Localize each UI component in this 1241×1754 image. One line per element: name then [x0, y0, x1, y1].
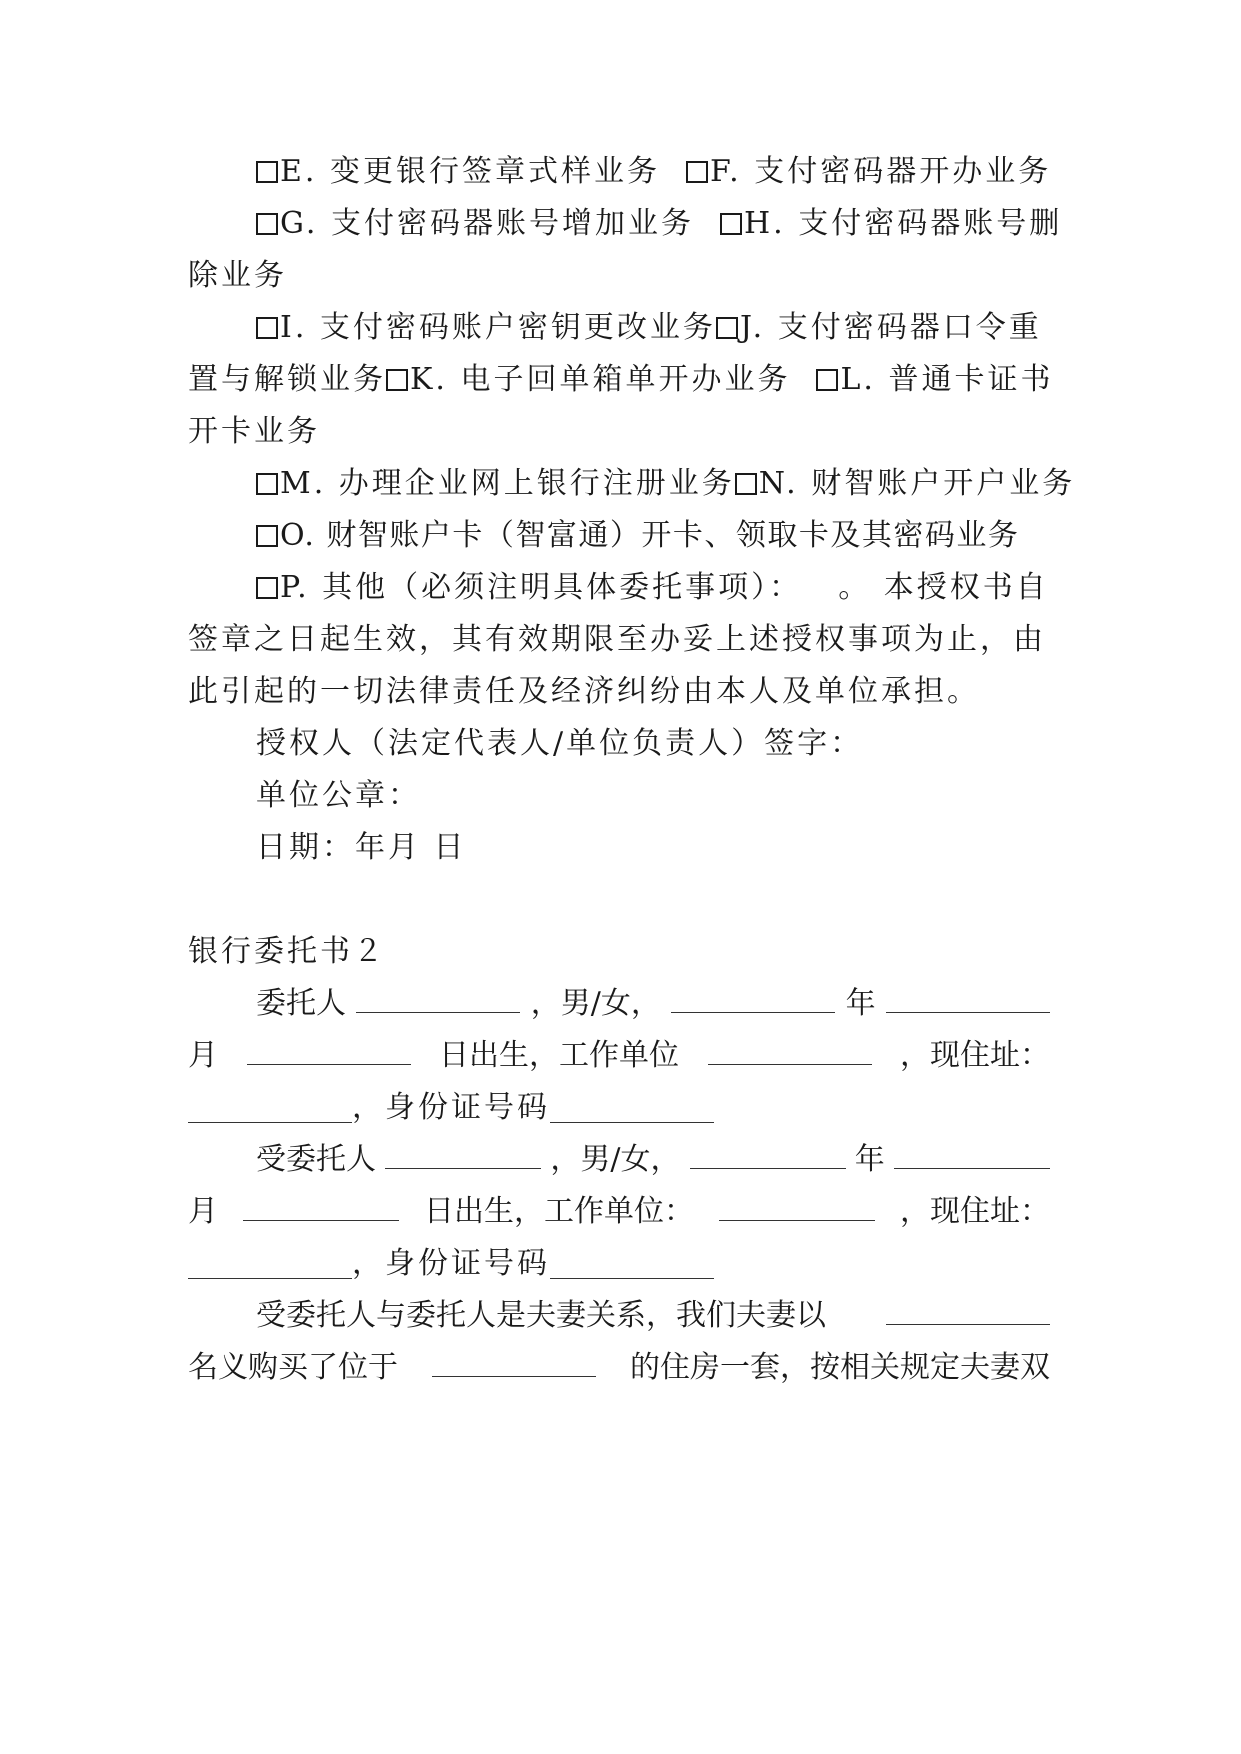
authorization-effect-line-3: 此引起的一切法律责任及经济纠纷由本人及单位承担。 [188, 674, 980, 709]
principal-birth-label: 日出生，工作单位 [439, 1038, 679, 1073]
checkbox-l[interactable] [816, 369, 838, 391]
company-seal-label: 单位公章： [256, 778, 421, 813]
date-label: 日期：年月 日 [256, 830, 467, 865]
doc2-title: 银行委托书２ [188, 934, 386, 969]
principal-id-label: ，身份证号码 [352, 1090, 550, 1125]
relation-text-2a: 名义购买了位于 [188, 1350, 398, 1385]
checkbox-i[interactable] [256, 317, 278, 339]
agent-birth-month-blank[interactable] [894, 1140, 1050, 1169]
principal-year-label: 年 [845, 986, 876, 1021]
agent-birth-day-blank[interactable] [243, 1192, 399, 1221]
agent-birth-label: 日出生，工作单位： [424, 1194, 694, 1229]
checkbox-h[interactable] [720, 213, 742, 235]
agent-id-label: ，身份证号码 [352, 1246, 550, 1281]
authorization-effect-line-2: 签章之日起生效，其有效期限至办妥上述授权事项为止，由 [188, 622, 1046, 657]
checkbox-n[interactable] [735, 473, 757, 495]
item-i-text: I. 支付密码账户密钥更改业务 [280, 310, 716, 345]
purchase-name-blank[interactable] [886, 1296, 1050, 1325]
checkbox-k[interactable] [386, 369, 408, 391]
item-row-ef [256, 152, 1050, 192]
item-n-text: N. 财智账户开户业务 [758, 466, 1076, 501]
agent-employer-blank[interactable] [719, 1192, 875, 1221]
principal-birth-year-blank[interactable] [671, 984, 835, 1013]
item-e-text: E. 变更银行签章式样业务 [280, 154, 660, 189]
item-j-text: J. 支付密码器口令重 [739, 310, 1042, 345]
checkbox-m[interactable] [256, 473, 278, 495]
item-h-text: H. 支付密码器账号删 [743, 206, 1063, 241]
principal-address-blank[interactable] [188, 1094, 352, 1123]
item-row-mn [256, 464, 1076, 504]
item-row-jkl [188, 360, 1054, 400]
relation-text-1: 受委托人与委托人是夫妻关系，我们夫妻以 [256, 1298, 826, 1333]
item-f-text: F. 支付密码器开办业务 [709, 154, 1052, 189]
agent-id-blank[interactable] [550, 1250, 714, 1279]
agent-address-label: ，现住址： [900, 1194, 1050, 1229]
principal-label: 委托人 [256, 986, 346, 1021]
principal-birth-day-blank[interactable] [247, 1036, 411, 1065]
checkbox-o[interactable] [256, 525, 278, 547]
agent-address-blank[interactable] [188, 1250, 352, 1279]
checkbox-p[interactable] [256, 577, 278, 599]
relation-line-2 [188, 1348, 1050, 1388]
agent-label: 受委托人 [256, 1142, 376, 1177]
principal-sex-label: ，男/女， [530, 986, 661, 1021]
agent-line-2 [188, 1192, 1050, 1232]
item-k-text: K. 电子回单箱单开办业务 [410, 362, 791, 397]
item-o-text: O. 财智账户卡（智富通）开卡、领取卡及其密码业务 [280, 518, 1020, 553]
relation-line-1 [256, 1296, 1050, 1336]
item-g-text: G. 支付密码器账号增加业务 [280, 206, 694, 241]
checkbox-e[interactable] [256, 161, 278, 183]
principal-month-label: 月 [188, 1038, 218, 1073]
agent-month-label: 月 [188, 1194, 218, 1229]
principal-name-blank[interactable] [356, 984, 520, 1013]
item-row-o [256, 516, 1050, 556]
principal-birth-month-blank[interactable] [886, 984, 1050, 1013]
house-location-blank[interactable] [432, 1348, 596, 1377]
principal-employer-blank[interactable] [708, 1036, 872, 1065]
principal-line-3 [188, 1088, 1050, 1128]
checkbox-j[interactable] [716, 317, 738, 339]
item-h-continuation: 除业务 [188, 258, 287, 293]
principal-line-1 [256, 984, 1050, 1024]
item-row-ij [256, 308, 1050, 348]
authorizer-signature-label: 授权人（法定代表人/单位负责人）签字： [256, 726, 864, 761]
checkbox-g[interactable] [256, 213, 278, 235]
agent-year-label: 年 [854, 1142, 885, 1177]
agent-line-3 [188, 1244, 1050, 1284]
checkbox-f[interactable] [686, 161, 708, 183]
item-j-continuation: 置与解锁业务 [188, 362, 386, 397]
principal-address-label: ，现住址： [900, 1038, 1050, 1073]
item-row-p [256, 568, 1050, 608]
relation-text-2b: 的住房一套，按相关规定夫妻双 [630, 1350, 1050, 1385]
principal-line-2 [188, 1036, 1050, 1076]
authorization-effect-start: 。 本授权书自 [838, 570, 1049, 605]
item-l-text: L. 普通卡证书 [840, 362, 1054, 397]
agent-line-1 [256, 1140, 1050, 1180]
item-m-text: M. 办理企业网上银行注册业务 [280, 466, 735, 501]
agent-name-blank[interactable] [385, 1140, 541, 1169]
agent-sex-label: ，男/女， [550, 1142, 681, 1177]
item-l-continuation: 开卡业务 [188, 414, 320, 449]
item-row-gh [256, 204, 1063, 244]
item-p-text: P. 其他（必须注明具体委托事项）： [280, 570, 803, 605]
principal-id-blank[interactable] [550, 1094, 714, 1123]
agent-birth-year-blank[interactable] [690, 1140, 846, 1169]
